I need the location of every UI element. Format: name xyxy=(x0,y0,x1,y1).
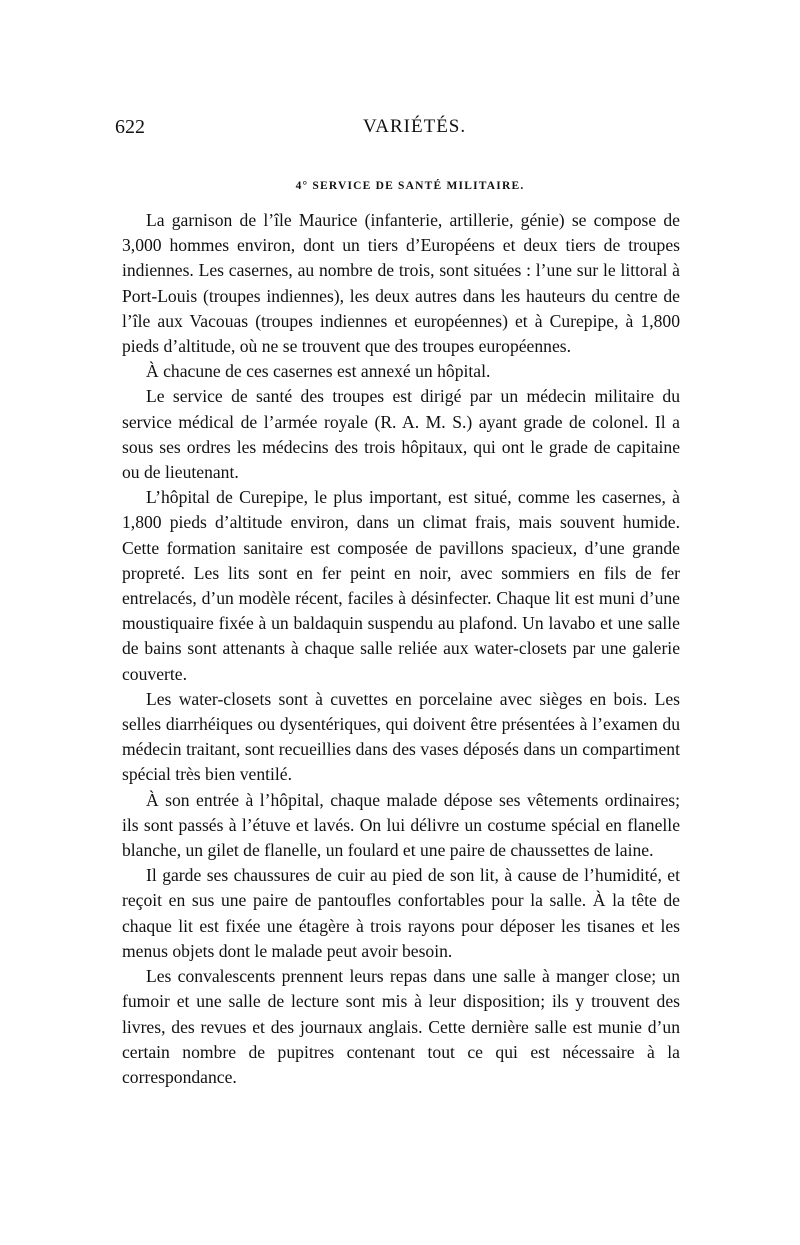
running-head xyxy=(115,113,690,141)
paragraph: Les water-closets sont à cuvettes en porcelaine avec sièges en bois. Les selles diarrhéiques ou dysentériques, qui doivent être présentées à l’examen du médecin traitant, sont recueillies dans des vases déposés dans un compartiment spécial très bien ventilé. xyxy=(122,688,680,785)
paragraph: Il garde ses chaussures de cuir au pied de son lit, à cause de l’humidité, et reçoit en sus une paire de pantoufles confortables pour la salle. À la tête de chaque lit est fixée une étagère à trois rayons pour déposer les tisanes et les menus objets dont le malade peut avoir besoin. xyxy=(122,865,680,961)
paragraph: Les convalescents prennent leurs repas dans une salle à manger close; un fumoir et une salle de lecture sont mis à leur disposition; ils y trouvent des livres, des revues et des journaux anglais. Cette dernière salle est munie d’un certain nombre de pupitres contenant tout ce qui est nécessaire à la correspondance. xyxy=(122,966,680,1087)
paragraph: Le service de santé des troupes est dirigé par un médecin militaire du service médical de l’armée royale (R. A. M. S.) ayant grade de colonel. Il a sous ses ordres les médecins des trois hôpitaux, qui ont le grade de capitaine ou de lieutenant. xyxy=(122,386,680,483)
body-text xyxy=(122,208,680,1090)
paragraph: L’hôpital de Curepipe, le plus important, est situé, comme les casernes, à 1,800 pieds d’altitude environ, dans un climat frais, mais souvent humide. Cette formation sanitaire est composée de pavillons spacieux, d’une grande propreté. Les lits sont en fer peint en noir, avec sommiers en fils de fer entrelacés, d’un modèle récent, faciles à désinfecter. Chaque lit est muni d’une moustiquaire fixée à un baldaquin suspendu au plafond. Un lavabo et une salle de bains sont attenants à chaque salle reliée aux water-closets par une galerie couverte. xyxy=(122,487,680,684)
paragraph: La garnison de l’île Maurice (infanterie, artillerie, génie) se compose de 3,000 hommes environ, dont un tiers d’Européens et deux tiers de troupes indiennes. Les casernes, au nombre de trois, sont situées : l’une sur le littoral à Port-Louis (troupes indiennes), les deux autres dans les hauteurs du centre de l’île aux Vacouas (troupes indiennes et européennes) et à Curepipe, à 1,800 pieds d’altitude, où ne se trouvent que des troupes européennes. xyxy=(122,210,680,357)
section-heading: 4° SERVICE DE SANTÉ MILITAIRE. xyxy=(295,180,525,192)
paragraph: À chacune de ces casernes est annexé un hôpital. xyxy=(146,361,491,382)
page-number: 622 xyxy=(115,116,145,138)
running-title: VARIÉTÉS. xyxy=(363,116,467,137)
paragraph: À son entrée à l’hôpital, chaque malade dépose ses vêtements ordinaires; ils sont passés à l’étuve et lavés. On lui délivre un costume spécial en flanelle blanche, un gilet de flanelle, un foulard et une paire de chaussettes de laine. xyxy=(122,789,680,861)
